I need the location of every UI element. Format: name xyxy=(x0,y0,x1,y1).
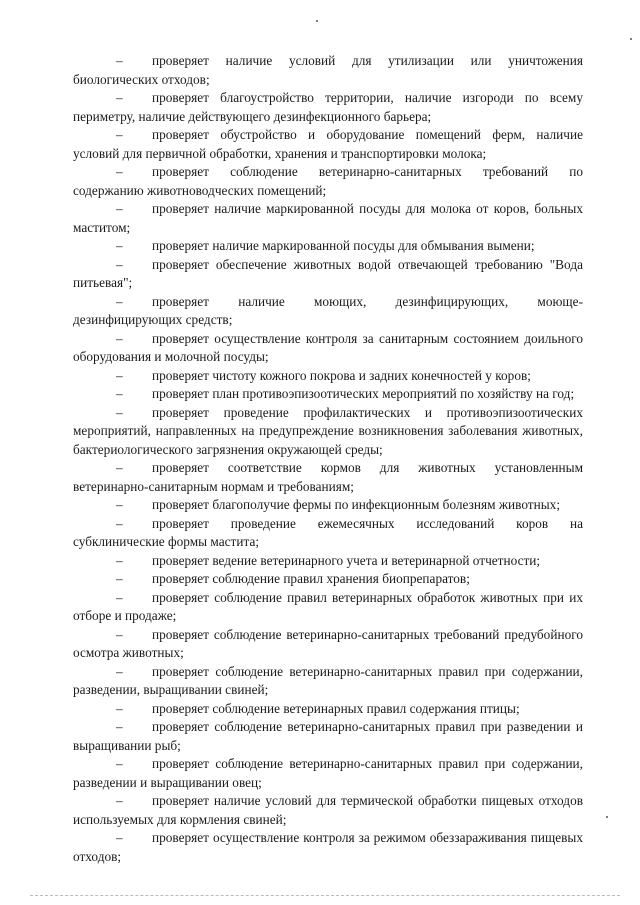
list-item-text: проверяет проведение профилактических и противоэпизоотических мероприятий, направленных на предупреждение возникновения заболевания животных, бактериологического загрязнения окружающей среды; xyxy=(73,404,583,457)
list-item-text: проверяет наличие условий для утилизации или уничтожения биологических отходов; xyxy=(73,53,583,87)
list-item-text: проверяет соблюдение ветеринарно-санитарных требований предубойного осмотра животных; xyxy=(73,626,583,660)
list-item-text: проверяет соблюдение ветеринарно-санитарных требований по содержанию животноводческих помещений; xyxy=(73,164,583,198)
list-item xyxy=(73,89,583,126)
list-dash: – xyxy=(116,367,123,383)
list-item-text: проверяет соблюдение ветеринарно-санитарных правил при содержании, разведении, выращивании свиней; xyxy=(73,663,583,697)
scan-speck xyxy=(316,20,318,22)
list-item xyxy=(73,237,583,256)
list-dash: – xyxy=(116,571,123,586)
list-item xyxy=(73,792,583,829)
list-dash: – xyxy=(116,127,123,142)
list-dash: – xyxy=(116,663,123,679)
list-item xyxy=(73,200,583,237)
list-item xyxy=(73,552,583,571)
list-item xyxy=(73,367,583,386)
list-item xyxy=(73,626,583,663)
list-dash: – xyxy=(116,793,123,808)
list-item-text: проверяет план противоэпизоотических мероприятий по хозяйству на год; xyxy=(152,386,575,401)
list-dash: – xyxy=(116,330,123,346)
list-item-text: проверяет соблюдение ветеринарно-санитарных правил при содержании, разведении и выращивании овец; xyxy=(73,756,583,790)
list-item-text: проверяет соблюдение ветеринарных правил содержания птицы; xyxy=(152,700,520,716)
list-item xyxy=(73,404,583,460)
list-item xyxy=(73,496,583,515)
list-dash: – xyxy=(116,589,123,605)
list-dash: – xyxy=(116,700,123,716)
list-dash: – xyxy=(116,460,123,475)
list-dash: – xyxy=(116,386,123,401)
list-item xyxy=(73,589,583,626)
list-dash: – xyxy=(116,497,123,512)
list-item xyxy=(73,829,583,866)
list-item xyxy=(73,700,583,719)
list-item-text: проверяет наличие моющих, дезинфицирующих, моюще-дезинфицирующих средств; xyxy=(73,293,583,327)
list-item xyxy=(73,459,583,496)
list-dash: – xyxy=(116,719,123,734)
list-dash: – xyxy=(116,90,123,105)
list-item xyxy=(73,718,583,755)
list-item-text: проверяет ведение ветеринарного учета и ветеринарной отчетности; xyxy=(152,552,541,568)
list-dash: – xyxy=(116,238,123,253)
list-item xyxy=(73,293,583,330)
list-item-text: проверяет наличие условий для термической обработки пищевых отходов используемых для кормления свиней; xyxy=(73,793,583,827)
scan-edge-line xyxy=(30,895,620,896)
list-dash: – xyxy=(116,293,123,309)
list-item xyxy=(73,385,583,404)
list-dash: – xyxy=(116,626,123,642)
list-item-text: проверяет соблюдение ветеринарно-санитарных правил при разведении и выращивании рыб; xyxy=(73,719,583,753)
scan-speck xyxy=(606,816,608,818)
list-item-text: проверяет чистоту кожного покрова и задних конечностей у коров; xyxy=(152,367,531,383)
list-dash: – xyxy=(116,515,123,531)
list-dash: – xyxy=(116,830,123,845)
list-item xyxy=(73,515,583,552)
list-item-text: проверяет благополучие фермы по инфекционным болезням животных; xyxy=(152,497,561,512)
list-item xyxy=(73,52,583,89)
list-item xyxy=(73,663,583,700)
list-item xyxy=(73,163,583,200)
list-item-text: проверяет осуществление контроля за санитарным состоянием доильного оборудования и молочной посуды; xyxy=(73,330,583,364)
list-item-text: проверяет соблюдение правил хранения биопрепаратов; xyxy=(152,571,470,586)
list-item-text: проверяет соответствие кормов для животных установленным ветеринарно-санитарным нормам и требованиям; xyxy=(73,460,583,494)
list-item xyxy=(73,755,583,792)
scan-speck xyxy=(630,38,632,40)
list-item xyxy=(73,126,583,163)
list-dash: – xyxy=(116,53,123,68)
list-item-text: проверяет наличие маркированной посуды для молока от коров, больных маститом; xyxy=(73,201,583,235)
list-item xyxy=(73,330,583,367)
list-dash: – xyxy=(116,256,123,272)
list-item-text: проверяет осуществление контроля за режимом обеззараживания пищевых отходов; xyxy=(73,830,583,864)
list-item xyxy=(73,256,583,293)
list-dash: – xyxy=(116,756,123,771)
requirements-list xyxy=(73,52,583,866)
list-item-text: проверяет наличие маркированной посуды для обмывания вымени; xyxy=(152,238,535,253)
list-dash: – xyxy=(116,201,123,216)
list-item-text: проверяет обустройство и оборудование помещений ферм, наличие условий для первичной обработки, хранения и транспортировки молока; xyxy=(73,127,583,161)
list-dash: – xyxy=(116,404,123,420)
list-item xyxy=(73,570,583,589)
list-item-text: проверяет обеспечение животных водой отвечающей требованию "Вода питьевая"; xyxy=(73,256,583,290)
list-item-text: проверяет благоустройство территории, наличие изгороди по всему периметру, наличие действующего дезинфекционного барьера; xyxy=(73,90,583,124)
list-dash: – xyxy=(116,552,123,568)
list-dash: – xyxy=(116,164,123,179)
list-item-text: проверяет проведение ежемесячных исследований коров на субклинические формы мастита; xyxy=(73,515,583,549)
list-item-text: проверяет соблюдение правил ветеринарных обработок животных при их отборе и продаже; xyxy=(73,589,583,623)
